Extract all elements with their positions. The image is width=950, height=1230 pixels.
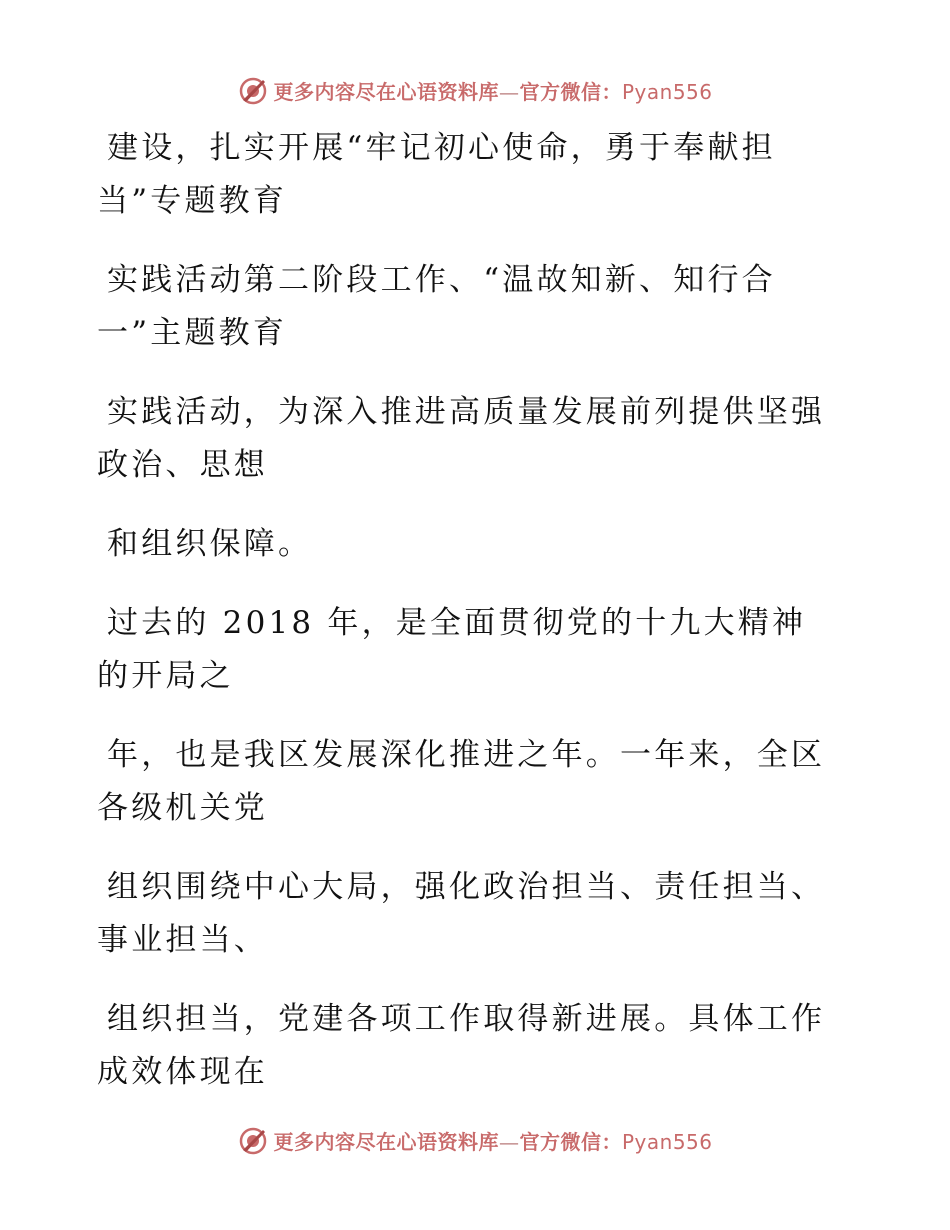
header-watermark (0, 70, 950, 110)
document-body (97, 122, 837, 1125)
quill-seal-icon (237, 1124, 269, 1156)
paragraph: 和组织保障。 (107, 526, 313, 562)
paragraph: 实践活动第二阶段工作、“温故知新、知行合一”主题教育 (97, 262, 776, 351)
paragraph: 年，也是我区发展深化推进之年。一年来，全区各级机关党 (97, 737, 826, 826)
footer-watermark (0, 1120, 950, 1160)
watermark-site: 更多内容尽在心语资料库 (273, 1129, 499, 1154)
paragraph: 建设，扎实开展“牢记初心使命，勇于奉献担当”专题教育 (97, 130, 776, 219)
paragraph: 实践活动，为深入推进高质量发展前列提供坚强政治、思想 (97, 394, 826, 483)
paragraph: 组织围绕中心大局，强化政治担当、责任担当、事业担当、 (97, 869, 826, 958)
paragraph: 组织担当，党建各项工作取得新进展。具体工作成效体现在 (97, 1001, 826, 1090)
watermark-wechat-id: Pyan556 (621, 1129, 713, 1154)
watermark-wechat-label: 官方微信： (519, 79, 622, 104)
watermark-separator: — (498, 79, 520, 104)
watermark-wechat-id: Pyan556 (621, 79, 713, 104)
watermark-text (273, 76, 712, 105)
watermark-wechat-label: 官方微信： (519, 1129, 622, 1154)
paragraph: 过去的 2018 年，是全面贯彻党的十九大精神的开局之 (97, 605, 807, 694)
watermark-text (273, 1126, 712, 1155)
watermark-site: 更多内容尽在心语资料库 (273, 79, 499, 104)
watermark-separator: — (498, 1129, 520, 1154)
quill-seal-icon (237, 74, 269, 106)
